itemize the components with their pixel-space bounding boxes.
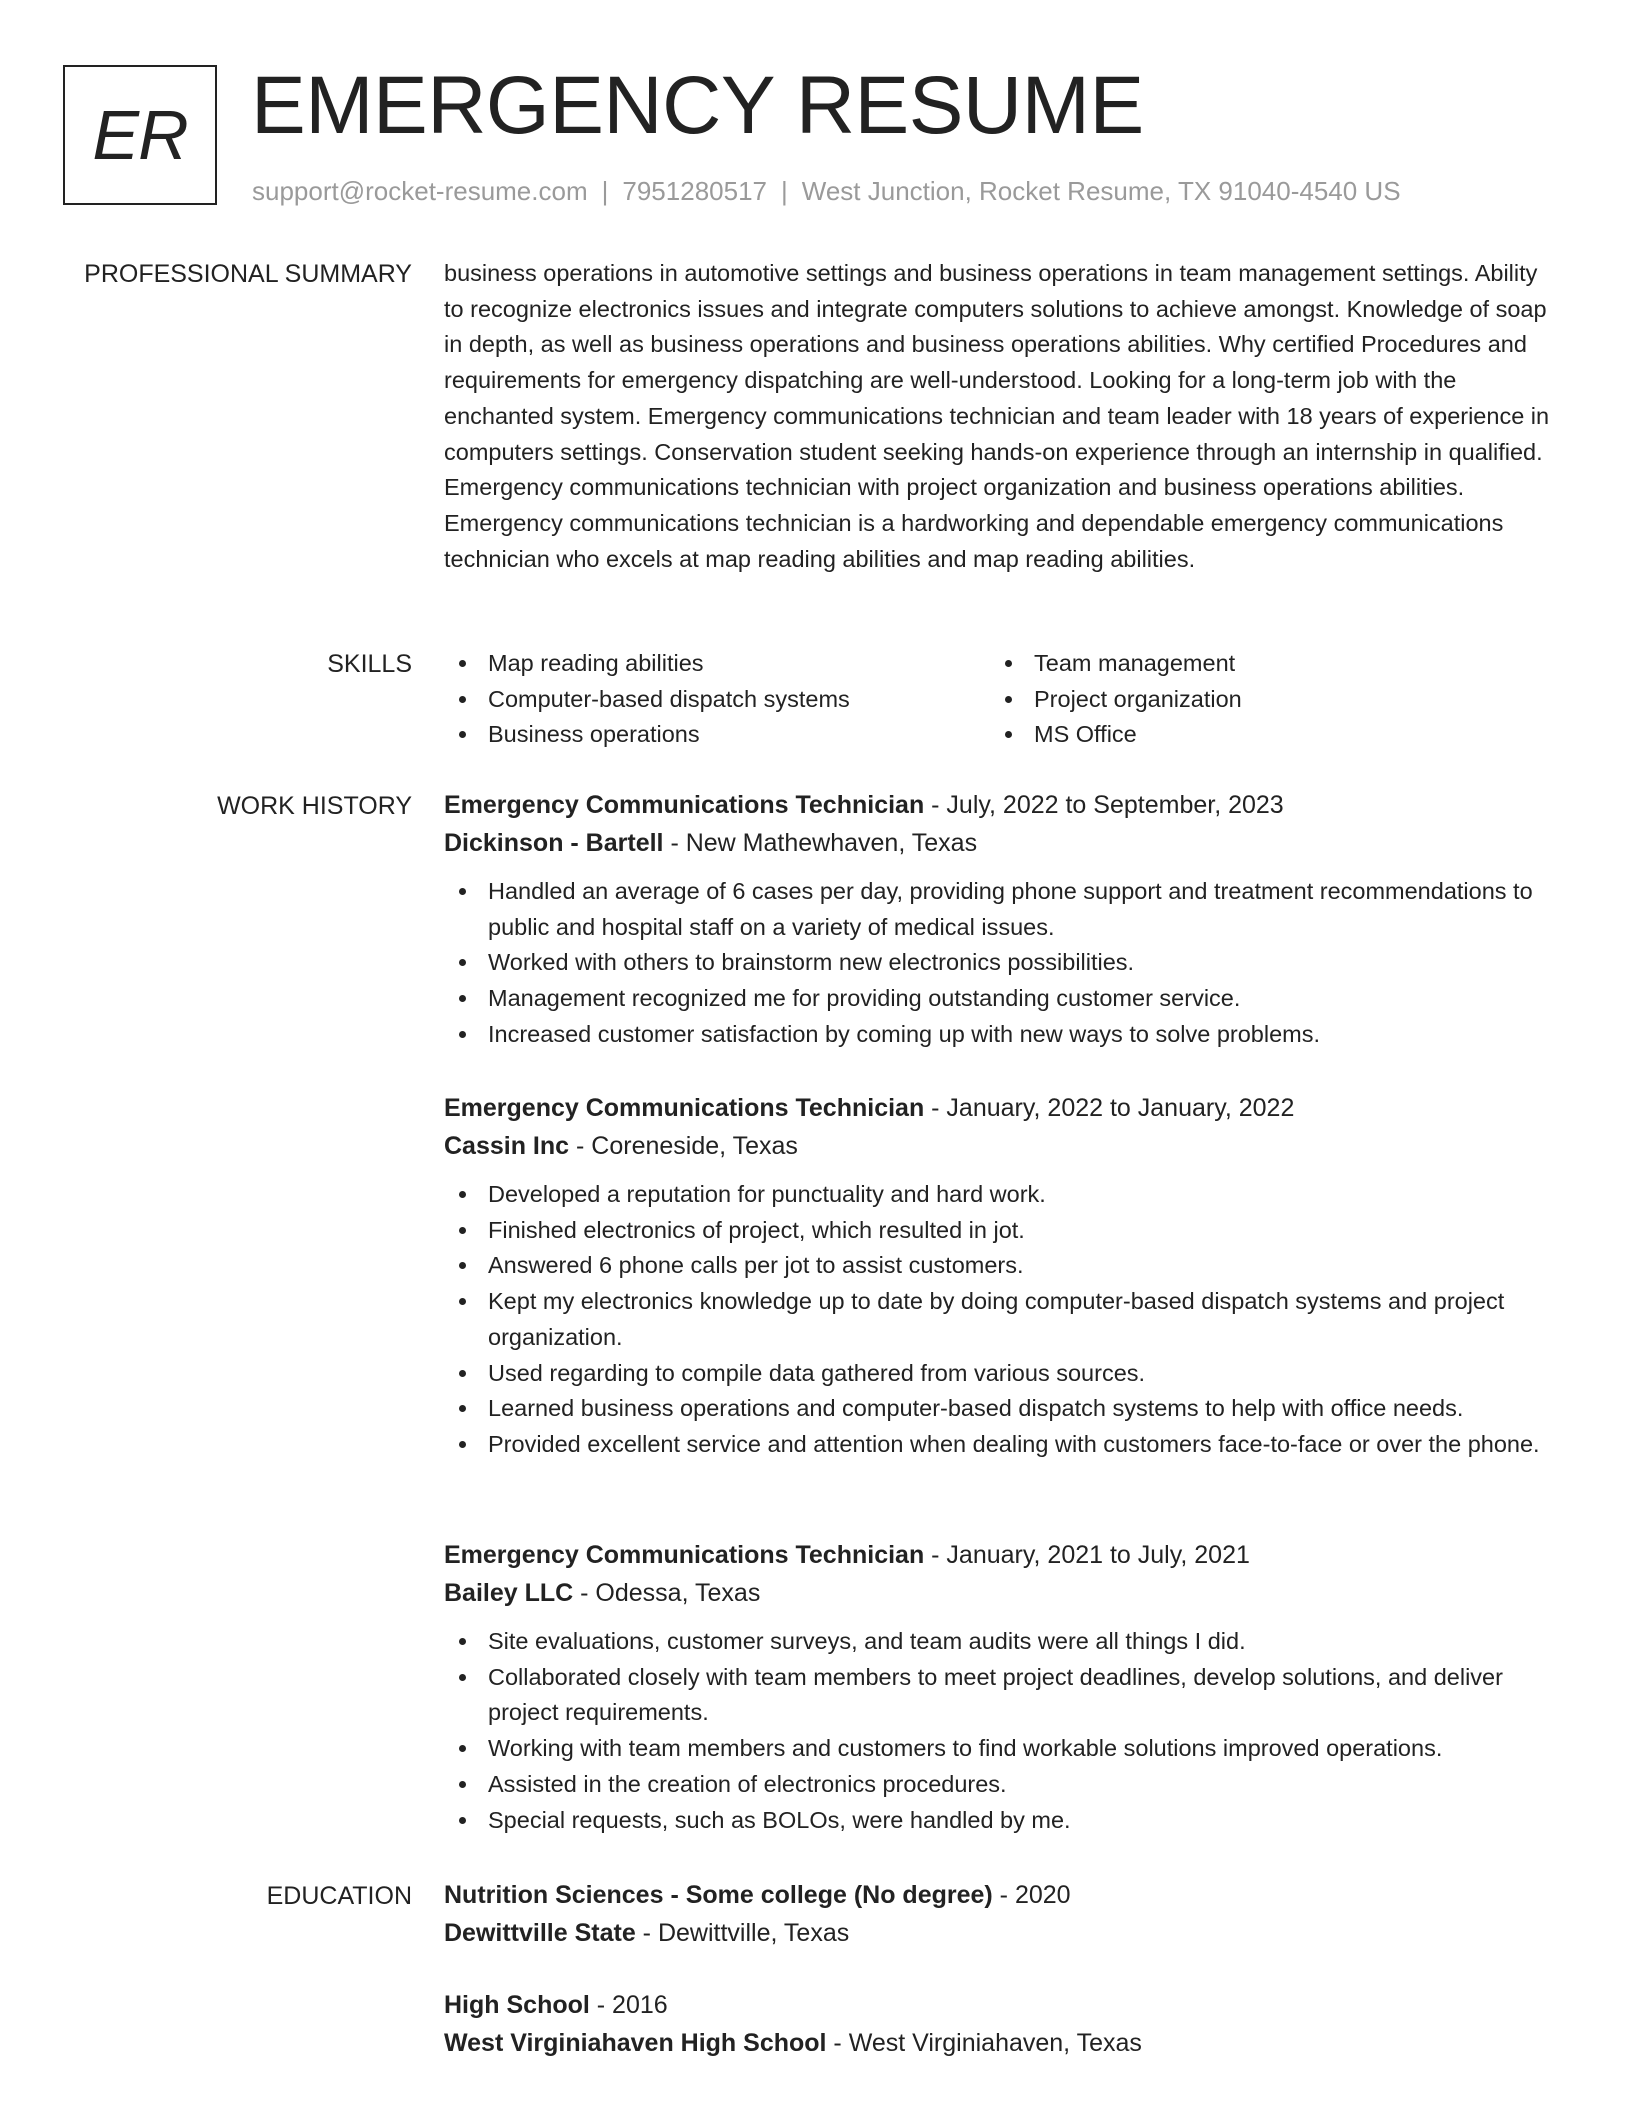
job-bullet: Learned business operations and computer-based dispatch systems to help with office needs. <box>444 1391 1554 1427</box>
monogram-box <box>63 65 217 205</box>
education-school-line <box>444 1914 1554 1952</box>
job-bullets <box>444 1624 1554 1838</box>
summary-text: business operations in automotive settings and business operations in team management settings. Ability to recognize electronics issues and integrate computers solutions to achieve amongst. Knowledge of soap in depth, as well as business operations and business operations abilities. Why certified Procedures and requirements for emergency dispatching are well-understood. Looking for a long-term job with the enchanted system. Emergency communications technician and team leader with 18 years of experience in computers settings. Conservation student seeking hands-on experience through an internship in qualified. Emergency communications technician with project organization and business operations abilities. Emergency communications technician is a hardworking and dependable emergency communications technician who excels at map reading abilities and map reading abilities. <box>444 260 1550 572</box>
skill-item: Map reading abilities <box>444 646 990 682</box>
education-degree: Nutrition Sciences - Some college (No degree) <box>444 1881 993 1909</box>
employer-location: - Coreneside, Texas <box>569 1132 798 1160</box>
job-title-line <box>444 1536 1554 1574</box>
job-entry <box>444 1536 1554 1838</box>
contact-address: West Junction, Rocket Resume, TX 91040-4540 US <box>801 176 1401 206</box>
monogram-initials: ER <box>92 96 188 174</box>
work-history-heading: WORK HISTORY <box>217 792 412 820</box>
job-title: Emergency Communications Technician <box>444 1094 925 1122</box>
education-body <box>444 1876 1554 2076</box>
job-bullet: Used regarding to compile data gathered from various sources. <box>444 1356 1554 1392</box>
resume-header <box>63 60 1583 215</box>
skill-item: Project organization <box>990 682 1536 718</box>
job-bullet: Assisted in the creation of electronics procedures. <box>444 1767 1554 1803</box>
job-dates: - January, 2022 to January, 2022 <box>924 1094 1295 1122</box>
skill-item: MS Office <box>990 717 1536 753</box>
skill-item: Team management <box>990 646 1536 682</box>
skill-item: Computer-based dispatch systems <box>444 682 990 718</box>
contact-separator: | <box>781 176 788 206</box>
education-entry <box>444 1876 1554 1952</box>
work-history-body <box>444 786 1554 1846</box>
job-bullets <box>444 874 1554 1053</box>
education-degree-line <box>444 1986 1554 2024</box>
job-dates: - July, 2022 to September, 2023 <box>924 791 1284 819</box>
job-bullet: Answered 6 phone calls per jot to assist customers. <box>444 1248 1554 1284</box>
job-entry <box>444 786 1554 1053</box>
education-heading: EDUCATION <box>266 1882 412 1910</box>
employer-name: Cassin Inc <box>444 1132 570 1160</box>
contact-phone: 7951280517 <box>622 176 767 206</box>
summary-heading: PROFESSIONAL SUMMARY <box>84 260 412 288</box>
job-bullet: Handled an average of 6 cases per day, providing phone support and treatment recommendations to public and hospital staff on a variety of medical issues. <box>444 874 1554 945</box>
job-bullet: Developed a reputation for punctuality and hard work. <box>444 1177 1554 1213</box>
education-school-line <box>444 2024 1554 2062</box>
job-bullet: Worked with others to brainstorm new electronics possibilities. <box>444 945 1554 981</box>
education-degree: High School <box>444 1991 590 2019</box>
skills-grid <box>444 646 1554 753</box>
job-bullets <box>444 1177 1554 1463</box>
job-title: Emergency Communications Technician <box>444 1541 925 1569</box>
education-location: - Dewittville, Texas <box>635 1919 850 1947</box>
job-bullet: Working with team members and customers to find workable solutions improved operations. <box>444 1731 1554 1767</box>
job-title: Emergency Communications Technician <box>444 791 925 819</box>
employer-location: - New Mathewhaven, Texas <box>663 829 978 857</box>
summary-body <box>444 256 1554 577</box>
candidate-name: EMERGENCY RESUME <box>251 60 1144 151</box>
education-location: - West Virginiahaven, Texas <box>826 2029 1142 2057</box>
job-dates: - January, 2021 to July, 2021 <box>924 1541 1250 1569</box>
skills-column-2 <box>990 646 1536 753</box>
contact-line <box>252 175 1401 209</box>
education-degree-line <box>444 1876 1554 1914</box>
job-bullet: Site evaluations, customer surveys, and team audits were all things I did. <box>444 1624 1554 1660</box>
education-school: West Virginiahaven High School <box>444 2029 827 2057</box>
employer-name: Dickinson - Bartell <box>444 829 664 857</box>
education-year: - 2016 <box>589 1991 668 2019</box>
job-bullet: Finished electronics of project, which resulted in jot. <box>444 1213 1554 1249</box>
job-title-line <box>444 786 1554 824</box>
skills-heading: SKILLS <box>327 650 412 678</box>
job-bullet: Kept my electronics knowledge up to date by doing computer-based dispatch systems and project organization. <box>444 1284 1554 1355</box>
job-entry <box>444 1089 1554 1463</box>
job-title-line <box>444 1089 1554 1127</box>
job-bullet: Collaborated closely with team members to meet project deadlines, develop solutions, and deliver project requirements. <box>444 1660 1554 1731</box>
skill-item: Business operations <box>444 717 990 753</box>
education-year: - 2020 <box>992 1881 1071 1909</box>
education-entry <box>444 1986 1554 2062</box>
job-bullet: Special requests, such as BOLOs, were handled by me. <box>444 1803 1554 1839</box>
skills-column-1 <box>444 646 990 753</box>
contact-separator: | <box>601 176 609 206</box>
job-bullet: Increased customer satisfaction by coming up with new ways to solve problems. <box>444 1017 1554 1053</box>
contact-email: support@rocket-resume.com <box>252 176 588 206</box>
job-bullet: Management recognized me for providing outstanding customer service. <box>444 981 1554 1017</box>
employer-line <box>444 1574 1554 1612</box>
job-bullet: Provided excellent service and attention when dealing with customers face-to-face or over the phone. <box>444 1427 1554 1463</box>
education-school: Dewittville State <box>444 1919 636 1947</box>
employer-line <box>444 1127 1554 1165</box>
employer-line <box>444 824 1554 862</box>
employer-name: Bailey LLC <box>444 1579 574 1607</box>
skills-body <box>444 646 1554 753</box>
employer-location: - Odessa, Texas <box>573 1579 761 1607</box>
